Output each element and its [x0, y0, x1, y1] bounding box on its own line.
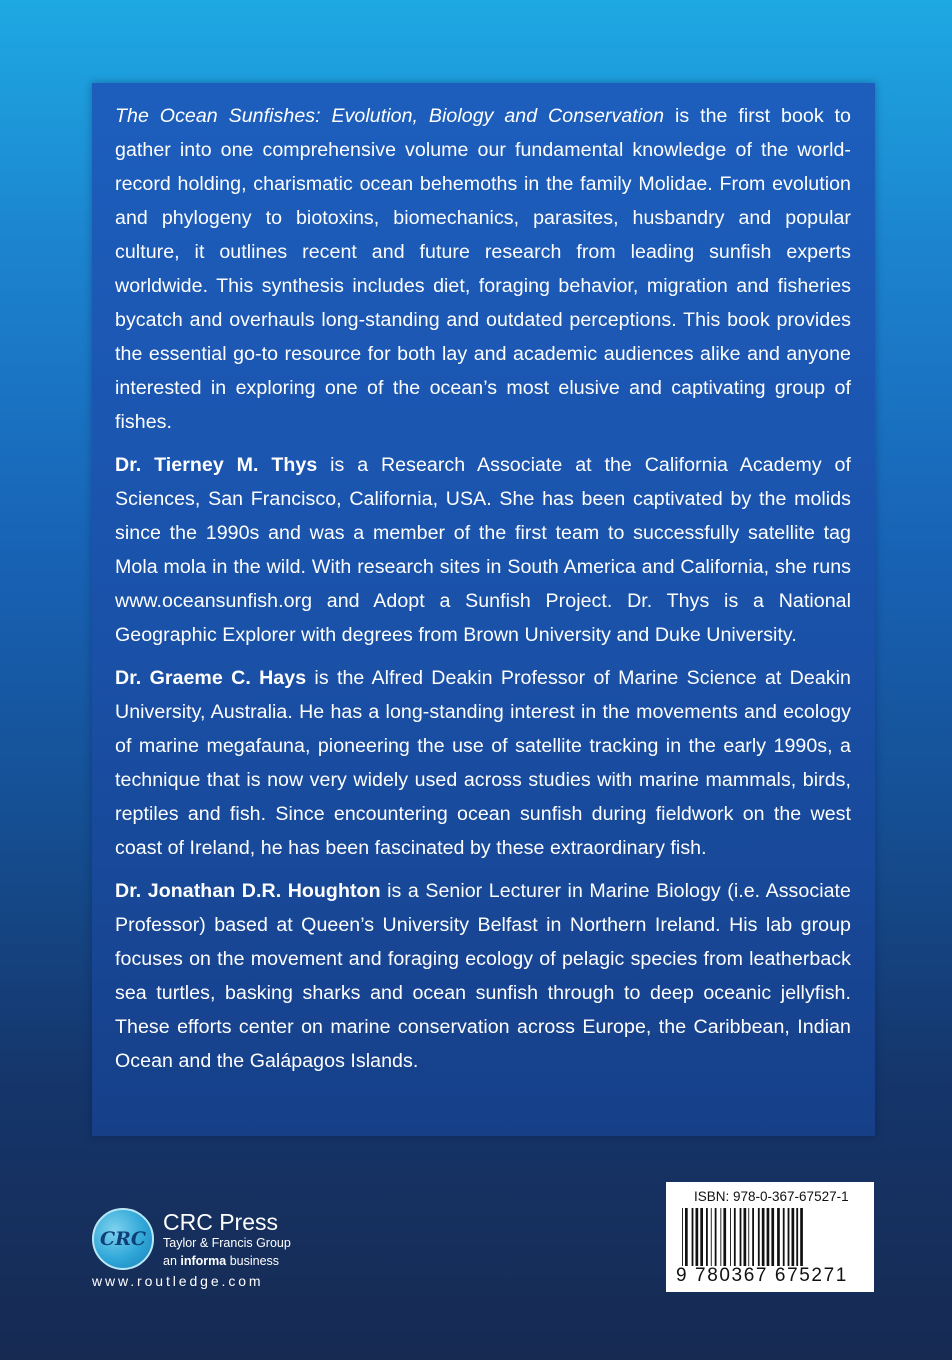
barcode-bar [771, 1208, 774, 1266]
barcode-bar [730, 1208, 731, 1266]
author-bio-hays [115, 661, 851, 865]
author-bio-houghton [115, 874, 851, 1078]
author-name-houghton: Dr. Jonathan D.R. Houghton [115, 880, 381, 902]
barcode-bar [692, 1208, 694, 1266]
barcode-bar [752, 1208, 754, 1266]
isbn-label: ISBN: 978-0-367-67527-1 [694, 1189, 849, 1204]
informa-prefix: an [163, 1254, 181, 1268]
barcode-bar [758, 1208, 760, 1266]
barcode-bar [800, 1208, 803, 1266]
author-bio-text-thys: is a Research Associate at the California Academy of Sciences, San Francisco, California, USA. She has been captivated by the molids since the 1990s and was a member of the first team to successfully satellite tag Mola mola in the wild. With research sites in South America and California, she runs www.oceansunfish.org and Adopt a Sunfish Project. Dr. Thys is a National Geographic Explorer with degrees from Brown University and Duke University. [115, 454, 851, 646]
author-bio-text-hays: is the Alfred Deakin Professor of Marine Science at Deakin University, Australia. He has a long-standing interest in the movements and ecology of marine megafauna, pioneering the use of satellite tracking in the early 1990s, a technique that is now very widely used across studies with marine mammals, birds, reptiles and fish. Since encountering ocean sunfish during fieldwork on the west coast of Ireland, he has been fascinated by these extraordinary fish. [115, 667, 851, 859]
crc-logo-icon [92, 1208, 154, 1270]
author-bio-text-houghton: is a Senior Lecturer in Marine Biology (i.e. Associate Professor) based at Queen’s University Belfast in Northern Ireland. His lab group focuses on the movement and foraging ecology of pelagic species from leatherback sea turtles, basking sharks and ocean sunfish through to deep oceanic jellyfish. These efforts center on marine conservation across Europe, the Caribbean, Indian Ocean and the Galápagos Islands. [115, 880, 851, 1072]
barcode-digits: 9 780367 675271 [676, 1265, 848, 1286]
isbn-barcode [666, 1182, 874, 1292]
crc-logo-text: CRC [99, 1228, 147, 1250]
barcode-bar [685, 1208, 688, 1266]
publisher-website: www.routledge.com [92, 1273, 264, 1289]
barcode-bar [788, 1208, 790, 1266]
barcode-bar [796, 1208, 798, 1266]
publisher-block [92, 1205, 332, 1300]
barcode-bar [700, 1208, 703, 1266]
barcode-bar [682, 1208, 683, 1266]
publisher-name: CRC Press [163, 1209, 279, 1235]
barcode-bar [696, 1208, 699, 1266]
barcode-bar [723, 1208, 726, 1266]
barcode-bar [767, 1208, 770, 1266]
informa-bold: informa [180, 1254, 227, 1268]
barcode-bar [734, 1208, 736, 1266]
publisher-informa-line [163, 1254, 279, 1268]
author-bio-thys [115, 448, 851, 652]
barcode-bar [777, 1208, 780, 1266]
author-name-hays: Dr. Graeme C. Hays [115, 667, 307, 689]
barcode-bar [706, 1208, 708, 1266]
barcode-bar [748, 1208, 749, 1266]
barcode-bar [720, 1208, 721, 1266]
back-cover-text-panel [92, 83, 875, 1136]
barcode-bar [715, 1208, 717, 1266]
informa-suffix: business [226, 1254, 280, 1268]
barcode-bar [744, 1208, 747, 1266]
author-name-thys: Dr. Tierney M. Thys [115, 454, 318, 476]
barcode-bars [678, 1208, 860, 1266]
barcode-bar [740, 1208, 742, 1266]
publisher-group: Taylor & Francis Group [163, 1236, 291, 1250]
book-description [115, 99, 851, 439]
barcode-bar [711, 1208, 712, 1266]
book-title-italic: The Ocean Sunfishes: Evolution, Biology and Conservation [115, 105, 665, 127]
barcode-bar [792, 1208, 795, 1266]
barcode-bar [783, 1208, 785, 1266]
barcode-bar [762, 1208, 765, 1266]
book-description-text: is the first book to gather into one comprehensive volume our fundamental knowledge of the world-record holding, charismatic ocean behemoths in the family Molidae. From evolution and phylogeny to biotoxins, biomechanics, parasites, husbandry and popular culture, it outlines recent and future research from leading sunfish experts worldwide. This synthesis includes diet, foraging behavior, migration and fisheries bycatch and overhauls long-standing and outdated perceptions. This book provides the essential go-to resource for both lay and academic audiences alike and anyone interested in exploring one of the ocean’s most elusive and captivating group of fishes. [115, 105, 851, 433]
